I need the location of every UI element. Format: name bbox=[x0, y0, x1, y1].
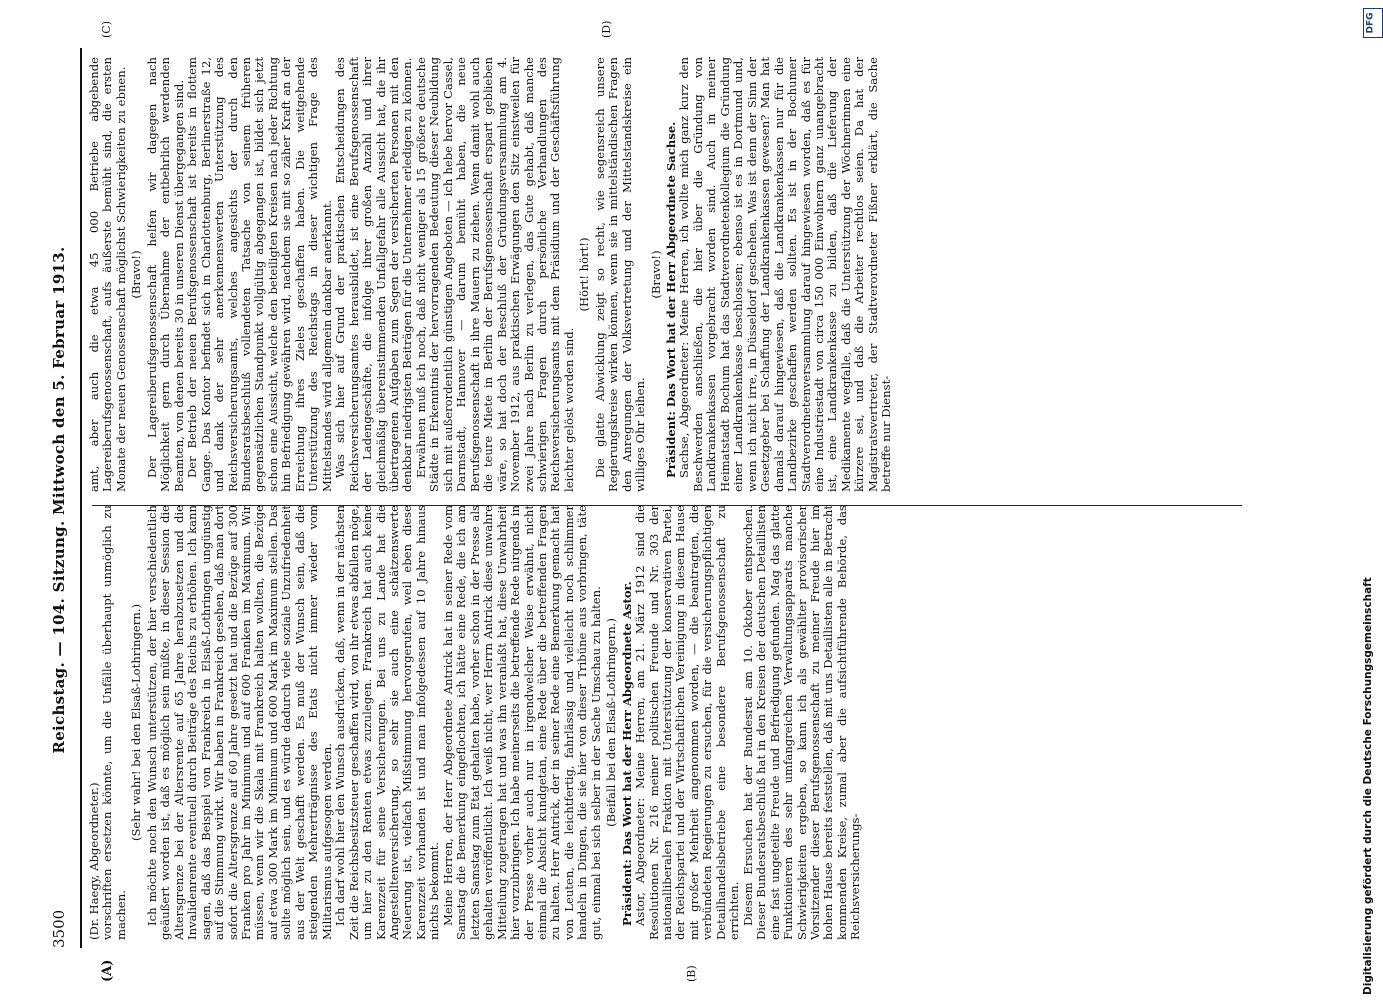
margin-mark-c: (C) bbox=[100, 21, 113, 38]
paragraph: Ich möchte noch den Wunsch unterstützen, der hier verschiedentlich geäußert worden ist, daß es möglich sein müßte, in dieser Session die Altersgrenze bei der Altersrente auf 65 Jahre herabzusetzen und die Invalidenrente eventuell durch Beiträge des Reichs zu erhöhen. Ich kann sagen, daß das Beispiel von Frankreich in Elsaß-Lothringen ungünstig auf die Stimmung wirkt. Wir haben in Frankreich gesehen, daß man dort sofort die Altersgrenze auf 60 Jahre gesetzt hat und die Bezüge auf 300 Franken pro Jahr im Minimum und auf 600 Franken im Maximum. Wir müssen, wenn wir die Skala mit Frankreich halten wollten, die Bezüge auf etwa 300 Mark im Minimum und 600 Mark im Maximum stellen. Das sollte möglich sein, und es würde dadurch viele soziale Unzufriedenheit aus der Welt geschafft werden. Es muß der Wunsch sein, daß die steigenden Mehrerträgnisse des Etats nicht immer wieder vom Militarismus aufgesogen werden. bbox=[144, 505, 334, 940]
applause-note: (Hört! hört!) bbox=[577, 237, 592, 312]
digitization-credit: Digitalisierung gefördert durch die Deutsche Forschungsgemeinschaft bbox=[1362, 577, 1374, 995]
applause-note: (Sehr wahr! bei den Elsaß-Lothringern.) bbox=[129, 603, 144, 842]
paragraph: Diesem Ersuchen hat der Bundesrat am 10. Oktober entsprochen. Dieser Bundesratsbeschluß hat in den Kreisen der deutschen Detaillisten eine fast ungeteilte Freude und Befriedigung gefunden. Mag das glatte Funktionieren des sehr umfangreichen Verwaltungsapparats manche Schwierigkeiten ergeben, so kann ich als gewählter provisorischer Vorsitzender dieser Berufsgenossenschaft zu meiner Freude hier im hohen Hause bereits feststellen, daß mit uns Detaillisten alle in Betracht kommenden Kreise, zumal aber die aufsichtführende Behörde, das Reichsversicherungs- bbox=[740, 505, 863, 940]
paragraph: Ich darf wohl hier den Wunsch ausdrücken, daß, wenn in der nächsten Zeit die Reichsbesitzsteuer geschaffen wird, von ihr etwas abfallen möge, um hier zu den Renten etwas zuzulegen. Frankreich hat auch keine Karenzzeit für seine Versicherungen. Bei uns zu Lande hat die Angestelltenversicherung, so sehr sie auch eine schätzenswerte Neuerung ist, vielfach Mißstimmung hervorgerufen, weil eben diese Karenzzeit vorhanden ist und man infolgedessen auf 10 Jahre hinaus nichts bekommt. bbox=[333, 505, 442, 940]
applause-note: (Beifall bei den Elsaß-Lothringern.) bbox=[604, 618, 619, 827]
page-number: 3500 bbox=[50, 909, 68, 948]
paragraph: amt, aber auch die etwa 45 000 Betriebe abgebende Lagereiberufsgenossenschaft, aufs äußerste bemüht sind, die ersten Monate der neuen Genossenschaft möglichst Schwierigkeiten zu ebnen. bbox=[87, 57, 128, 492]
paragraph: Meine Herren, der Herr Abgeordnete Antrick hat in seiner Rede vom Samstag die Bemerkung eingeflochten, ich hätte eine Rede, die ich am letzten Samstag zum Etat gehalten habe, vorher schon in der Presse als gehalten veröffentlicht. Ich weiß nicht, wer Herrn Antrick diese unwahre Mitteilung zugetragen hat und was ihn veranlaßt hat, diese Unwahrheit hier vorzubringen. Ich habe meinerseits die betreffende Rede nirgends in der Presse vorher auch nur in irgendwelcher Weise erwähnt, nicht einmal die Absicht kundgetan, eine Rede über die betreffenden Fragen zu halten. Herr Antrick, der in seiner Rede eine Bemerkung gemacht hat von Leuten, die leichtfertig, fahrlässig und vielleicht noch schlimmer handeln in Dingen, die sie hier von dieser Tribüne aus vorbringen, täte gut, einmal bei sich selber in der Sache Umschau zu halten. bbox=[440, 505, 603, 940]
paragraph: Astor, Abgeordneter: Meine Herren, am 21. März 1912 sind die Resolutionen Nr. 216 meiner politischen Freunde und Nr. 303 der nationalliberalen Fraktion mit Unterstützung der konservativen Partei, der Reichspartei und der Wirtschaftlichen Vereinigung in diesem Hause mit großer Mehrheit angenommen worden, — die beantragten, die verbündeten Regierungen zu ersuchen, für die versicherungspflichtigen Detailhandelsbetriebe eine besondere Berufsgenossenschaft zu errichten. bbox=[633, 505, 742, 940]
running-title: Reichstag. — 104. Sitzung. Mittwoch den 5. Februar 1913. bbox=[50, 246, 68, 754]
right-column bbox=[88, 57, 894, 492]
paragraph: Sachse, Abgeordneter: Meine Herren, ich wollte mich ganz kurz den Beschwerden anschließen, die hier über die Gründung von Landkrankenkassen vorgebracht worden sind. Auch in meiner Heimatstadt Bochum hat das Stadtverordnetenkollegium die Gründung einer Landkrankenkasse beschlossen; ebenso ist es in Dortmund und, wenn ich nicht irre, in Düsseldorf geschehen. Was ist denn der Sinn der Gesetzgeber bei Schaffung der Landkrankenkassen gewesen? Man hat damals darauf hingewiesen, daß die Landkrankenkassen nur für die Landbezirke geschaffen werden sollten. Es ist in der Bochumer Stadtverordnetenversammlung darauf hingewiesen worden, daß es für eine Industriestadt von circa 150 000 Einwohnern ganz unangebracht ist, eine Landkrankenkasse zu bilden, daß die Lieferung der Medikamente wegfalle, daß die Unterstützung der Wöchnerinnen eine kürzere sei, und daß die Arbeiter rechtlos seien. Da hat der Magistratsvertreter, der Stadtverordneter Fißner erklärt, die Sache betreffe nur Dienst- bbox=[677, 57, 894, 492]
paragraph: Der Lagereiberufsgenossenschaft helfen wir dagegen nach Möglichkeit gern durch Übernahme der entbehrlich werdenden Beamten, von denen bereits 30 in unseren Dienst übergegangen sind. bbox=[144, 57, 186, 492]
speaker-tag: (Dr. Haegy, Abgeordneter.) bbox=[87, 782, 101, 940]
paragraph: Die glatte Abwicklung zeigt so recht, wie segensreich unsere Regierungskreise wirken können, wenn sie in mittelständischen Fragen den Anregungen der Volksvertretung und der Mittelstandskreise ein williges Ohr leihen. bbox=[592, 57, 648, 492]
president-statement: Präsident: Das Wort hat der Herr Abgeordnete Sachse. bbox=[664, 121, 679, 478]
applause-note: (Bravo!) bbox=[648, 250, 663, 299]
left-column bbox=[88, 505, 863, 940]
paragraph: Was sich hier auf Grund der praktischen Entscheidungen des Reichsversicherungsamtes herausbildet, ist eine Berufsgenossenschaft der Ladengeschäfte, die infolge ihrer großen Anzahl und ihrer gleichmäßig übereinstimmenden Unfallgefahr alle Aussicht hat, die ihr übertragenen Aufgaben zum Segen der versicherten Personen mit den denkbar niedrigsten Beiträgen für die Unternehmer erledigen zu können. bbox=[333, 57, 415, 492]
dfg-logo: DFG bbox=[1363, 8, 1383, 38]
paragraph: Erwähnen muß ich noch, daß nicht weniger als 15 größere deutsche Städte in Erkenntnis der hervorragenden Bedeutung dieser Neubildung sich mit außerordentlich günstigen Angeboten — ich hebe hervor Cassel, Darmstadt, Hannover — darum bemüht haben, die neue Berufsgenossenschaft in ihre Mauern zu ziehen. Wenn damit wohl auch die teure Miete in Berlin der Berufsgenossenschaft erspart geblieben wäre, so hat doch der Beschluß der Gründungsversammlung am 4. November 1912, aus praktischen Erwägungen den Sitz einstweilen für zwei Jahre nach Berlin zu verlegen, das Gute gehabt, daß manche schwierigen Fragen durch persönliche Verhandlungen des Reichsversicherungsamts mit dem Präsidium und der Geschäftsführung leichter gelöst worden sind. bbox=[413, 57, 576, 492]
margin-mark-b: (B) bbox=[685, 965, 698, 982]
paragraph: vorschriften ersetzen könnte, um die Unfälle überhaupt unmöglich zu machen. bbox=[100, 505, 128, 940]
margin-mark-d: (D) bbox=[600, 20, 613, 38]
column-divider bbox=[92, 505, 1242, 506]
page-header bbox=[40, 0, 78, 1000]
president-statement: Präsident: Das Wort hat der Herr Abgeordnete Astor. bbox=[619, 581, 634, 926]
header-rule bbox=[80, 48, 82, 948]
margin-mark-a: (A) bbox=[100, 959, 115, 982]
applause-note: (Bravo!) bbox=[129, 250, 144, 299]
paragraph: Der Betrieb der neuen Berufsgenossenschaft ist bereits in flottem Gange. Das Kontor befindet sich in Charlottenburg, Berlinerstraße 12, und dank der sehr anerkennenswerten Unterstützung des Reichsversicherungsamts, welches angesichts der durch den Bundesratsbeschluß vollendeten Tatsache von seinem früheren gegensätzlichen Standpunkt vollgültig abgegangen ist, bildet sich jetzt schon eine Aussicht, welche den beteiligten Kreisen nach jeder Richtung hin Befriedigung gewähren wird, nachdem sie mit so zäher Kraft an der Erreichung ihres Zieles geschaffen haben. Die weitgehende Unterstützung des Reichstags in dieser wichtigen Frage des Mittelstandes wird allgemein dankbar anerkannt. bbox=[185, 57, 334, 492]
